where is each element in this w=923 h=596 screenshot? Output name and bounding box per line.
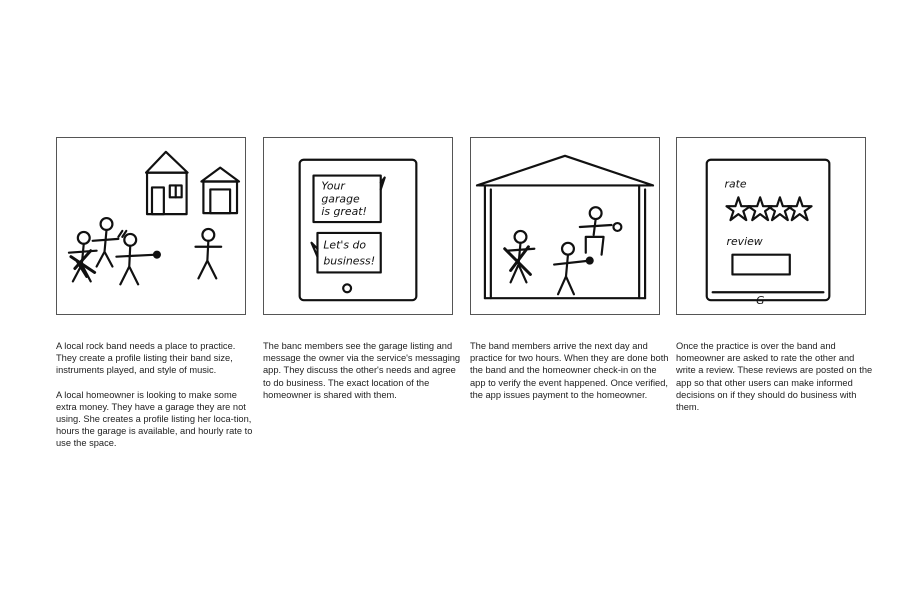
panel-4-caption (676, 340, 876, 425)
panel-1-caption (56, 340, 256, 462)
phone-home-button-icon: G (756, 294, 765, 308)
storyboard-panel-1 (56, 137, 246, 315)
caption-paragraph: Once the practice is over the band and homeowner are asked to rate the other and write a review. These reviews are posted on the app so that other users can make informed decisions on if they should do business with them. (676, 341, 873, 413)
caption-paragraph: A local homeowner is looking to make some extra money. They have a garage they are not using. She creates a profile listing her loca-tion, hours the garage is available, and hourly rate to use the space. (56, 389, 253, 449)
star-icon (748, 197, 772, 220)
sketch-band-and-houses (57, 138, 245, 314)
panel-3-caption (470, 340, 670, 413)
storyboard-panel-4 (676, 137, 866, 315)
storyboard-panel-3 (470, 137, 660, 315)
caption-paragraph: The banc members see the garage listing and message the owner via the service's messaging app. They discuss the other's needs and agree to do business. The exact location of the homeowner is shared with them. (263, 341, 461, 400)
star-icon (727, 197, 751, 220)
panel-2-caption (263, 340, 463, 413)
storyboard-panel-2 (263, 137, 453, 315)
sketch-phone-messaging (264, 138, 452, 314)
bubble-1-line-2: garage (321, 192, 360, 206)
bubble-2-line-2: business! (323, 254, 376, 268)
sketch-band-practicing-in-garage (471, 138, 659, 314)
rate-label: rate (724, 177, 747, 191)
phone-home-button-icon (343, 284, 351, 292)
bubble-1-line-1: Your (321, 179, 345, 193)
caption-paragraph: The band members arrive the next day and practice for two hours. When they are done both the band and the homeowner check-in on the app to verify the event happened. Once verified, the app issues payment to the homeowner. (470, 341, 669, 400)
star-icon (768, 197, 792, 220)
sketch-phone-rating (677, 138, 865, 314)
review-input (732, 255, 789, 275)
bubble-2-line-1: Let's do (323, 238, 367, 252)
bubble-1-line-3: is great! (321, 205, 367, 219)
star-icon (788, 197, 812, 220)
caption-paragraph: A local rock band needs a place to practice. They create a profile listing their band size, instruments played, and style of music. (56, 341, 236, 376)
review-label: review (726, 234, 763, 248)
